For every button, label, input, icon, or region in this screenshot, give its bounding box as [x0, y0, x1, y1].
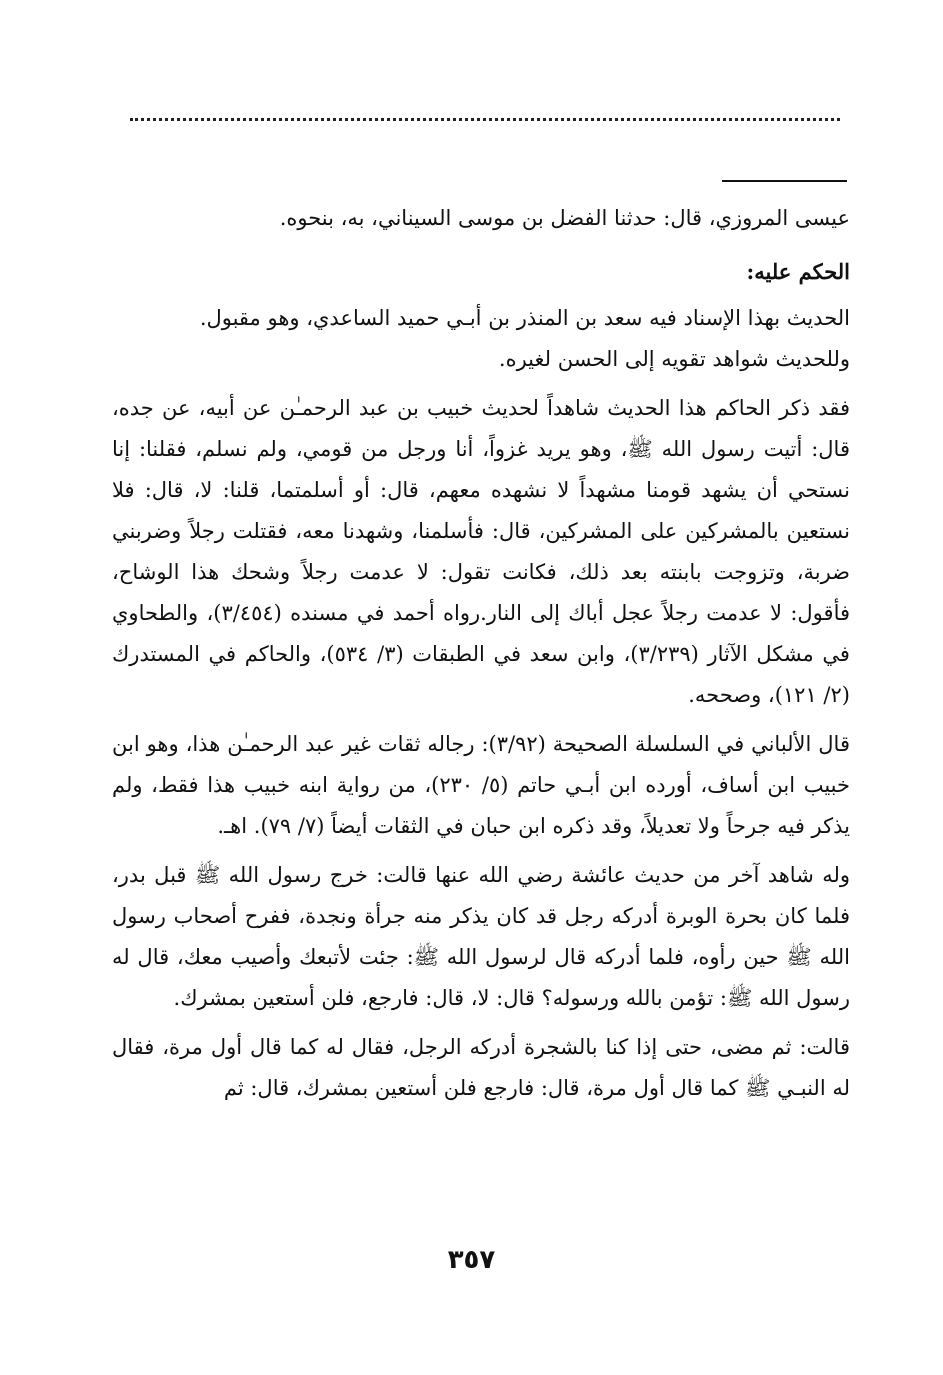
paragraph-aisha-witness: وله شاهد آخر من حديث عائشة رضي الله عنها قالت: خرج رسول الله ﷺ قبل بدر، فلما كان بحرة الوبرة أدركه رجل قد كان يذكر منه جرأة ونجدة، ففرح أصحاب رسول الله ﷺ حين رأوه، فلما أدركه قال لرسول الله ﷺ: جئت لأتبعك وأصيب معك، قال له رسول الله ﷺ: تؤمن بالله ورسوله؟ قال: لا، قال: فارجع، فلن أستعين بمشرك.: [112, 863, 850, 1010]
paragraph-isnad-ruling: الحديث بهذا الإسناد فيه سعد بن المنذر بن أبـي حميد الساعدي، وهو مقبول.: [199, 306, 850, 330]
page-body: [112, 198, 850, 1109]
page-number: ٣٥٧: [447, 1245, 496, 1275]
footnote-separator: [722, 180, 847, 182]
paragraph-continuation: قالت: ثم مضى، حتى إذا كنا بالشجرة أدركه الرجل، فقال له كما قال أول مرة، فقال له النبـي ﷺ كما قال أول مرة، قال: فارجع فلن أستعين بمشرك، قال: ثم: [112, 1035, 850, 1100]
footnote-continuation: عيسى المروزي، قال: حدثنا الفضل بن موسى السيناني، به، بنحوه.: [279, 206, 850, 230]
dotted-separator: [130, 118, 840, 121]
paragraph-hakim-witness: فقد ذكر الحاكم هذا الحديث شاهداً لحديث خبيب بن عبد الرحمـٰن عن أبيه، عن جده، قال: أتيت رسول الله ﷺ، وهو يريد غزواً، أنا ورجل من قومي، ولم نسلم، فقلنا: إنا نستحي أن يشهد قومنا مشهداً لا نشهده معهم، قال: أو أسلمتما، قلنا: لا، قال: فلا نستعين بالمشركين على المشركين، قال: فأسلمنا، وشهدنا معه، فقتلت رجلاً وضربني ضربة، وتزوجت بابنته بعد ذلك، فكانت تقول: لا عدمت رجلاً وشحك هذا الوشاح، فأقول: لا عدمت رجلاً عجل أباك إلى النار.رواه أحمد في مسنده (٣/٤٥٤)، والطحاوي في مشكل الآثار (٣/٢٣٩)، وابن سعد في الطبقات (٣/ ٥٣٤)، والحاكم في المستدرك (٢/ ١٢١)، وصححه.: [112, 396, 850, 707]
paragraph-supporting-evidence: وللحديث شواهد تقويه إلى الحسن لغيره.: [498, 347, 850, 371]
section-heading: الحكم عليه:: [746, 259, 850, 284]
paragraph-albani-quote: قال الألباني في السلسلة الصحيحة (٣/٩٢): رجاله ثقات غير عبد الرحمـٰن هذا، وهو ابن خبيب ابن أساف، أورده ابن أبـي حاتم (٥/ ٢٣٠)، من رواية ابنه خبيب هذا فقط، ولم يذكر فيه جرحاً ولا تعديلاً، وقد ذكره ابن حبان في الثقات أيضاً (٧/ ٧٩). اهـ.: [112, 732, 850, 838]
